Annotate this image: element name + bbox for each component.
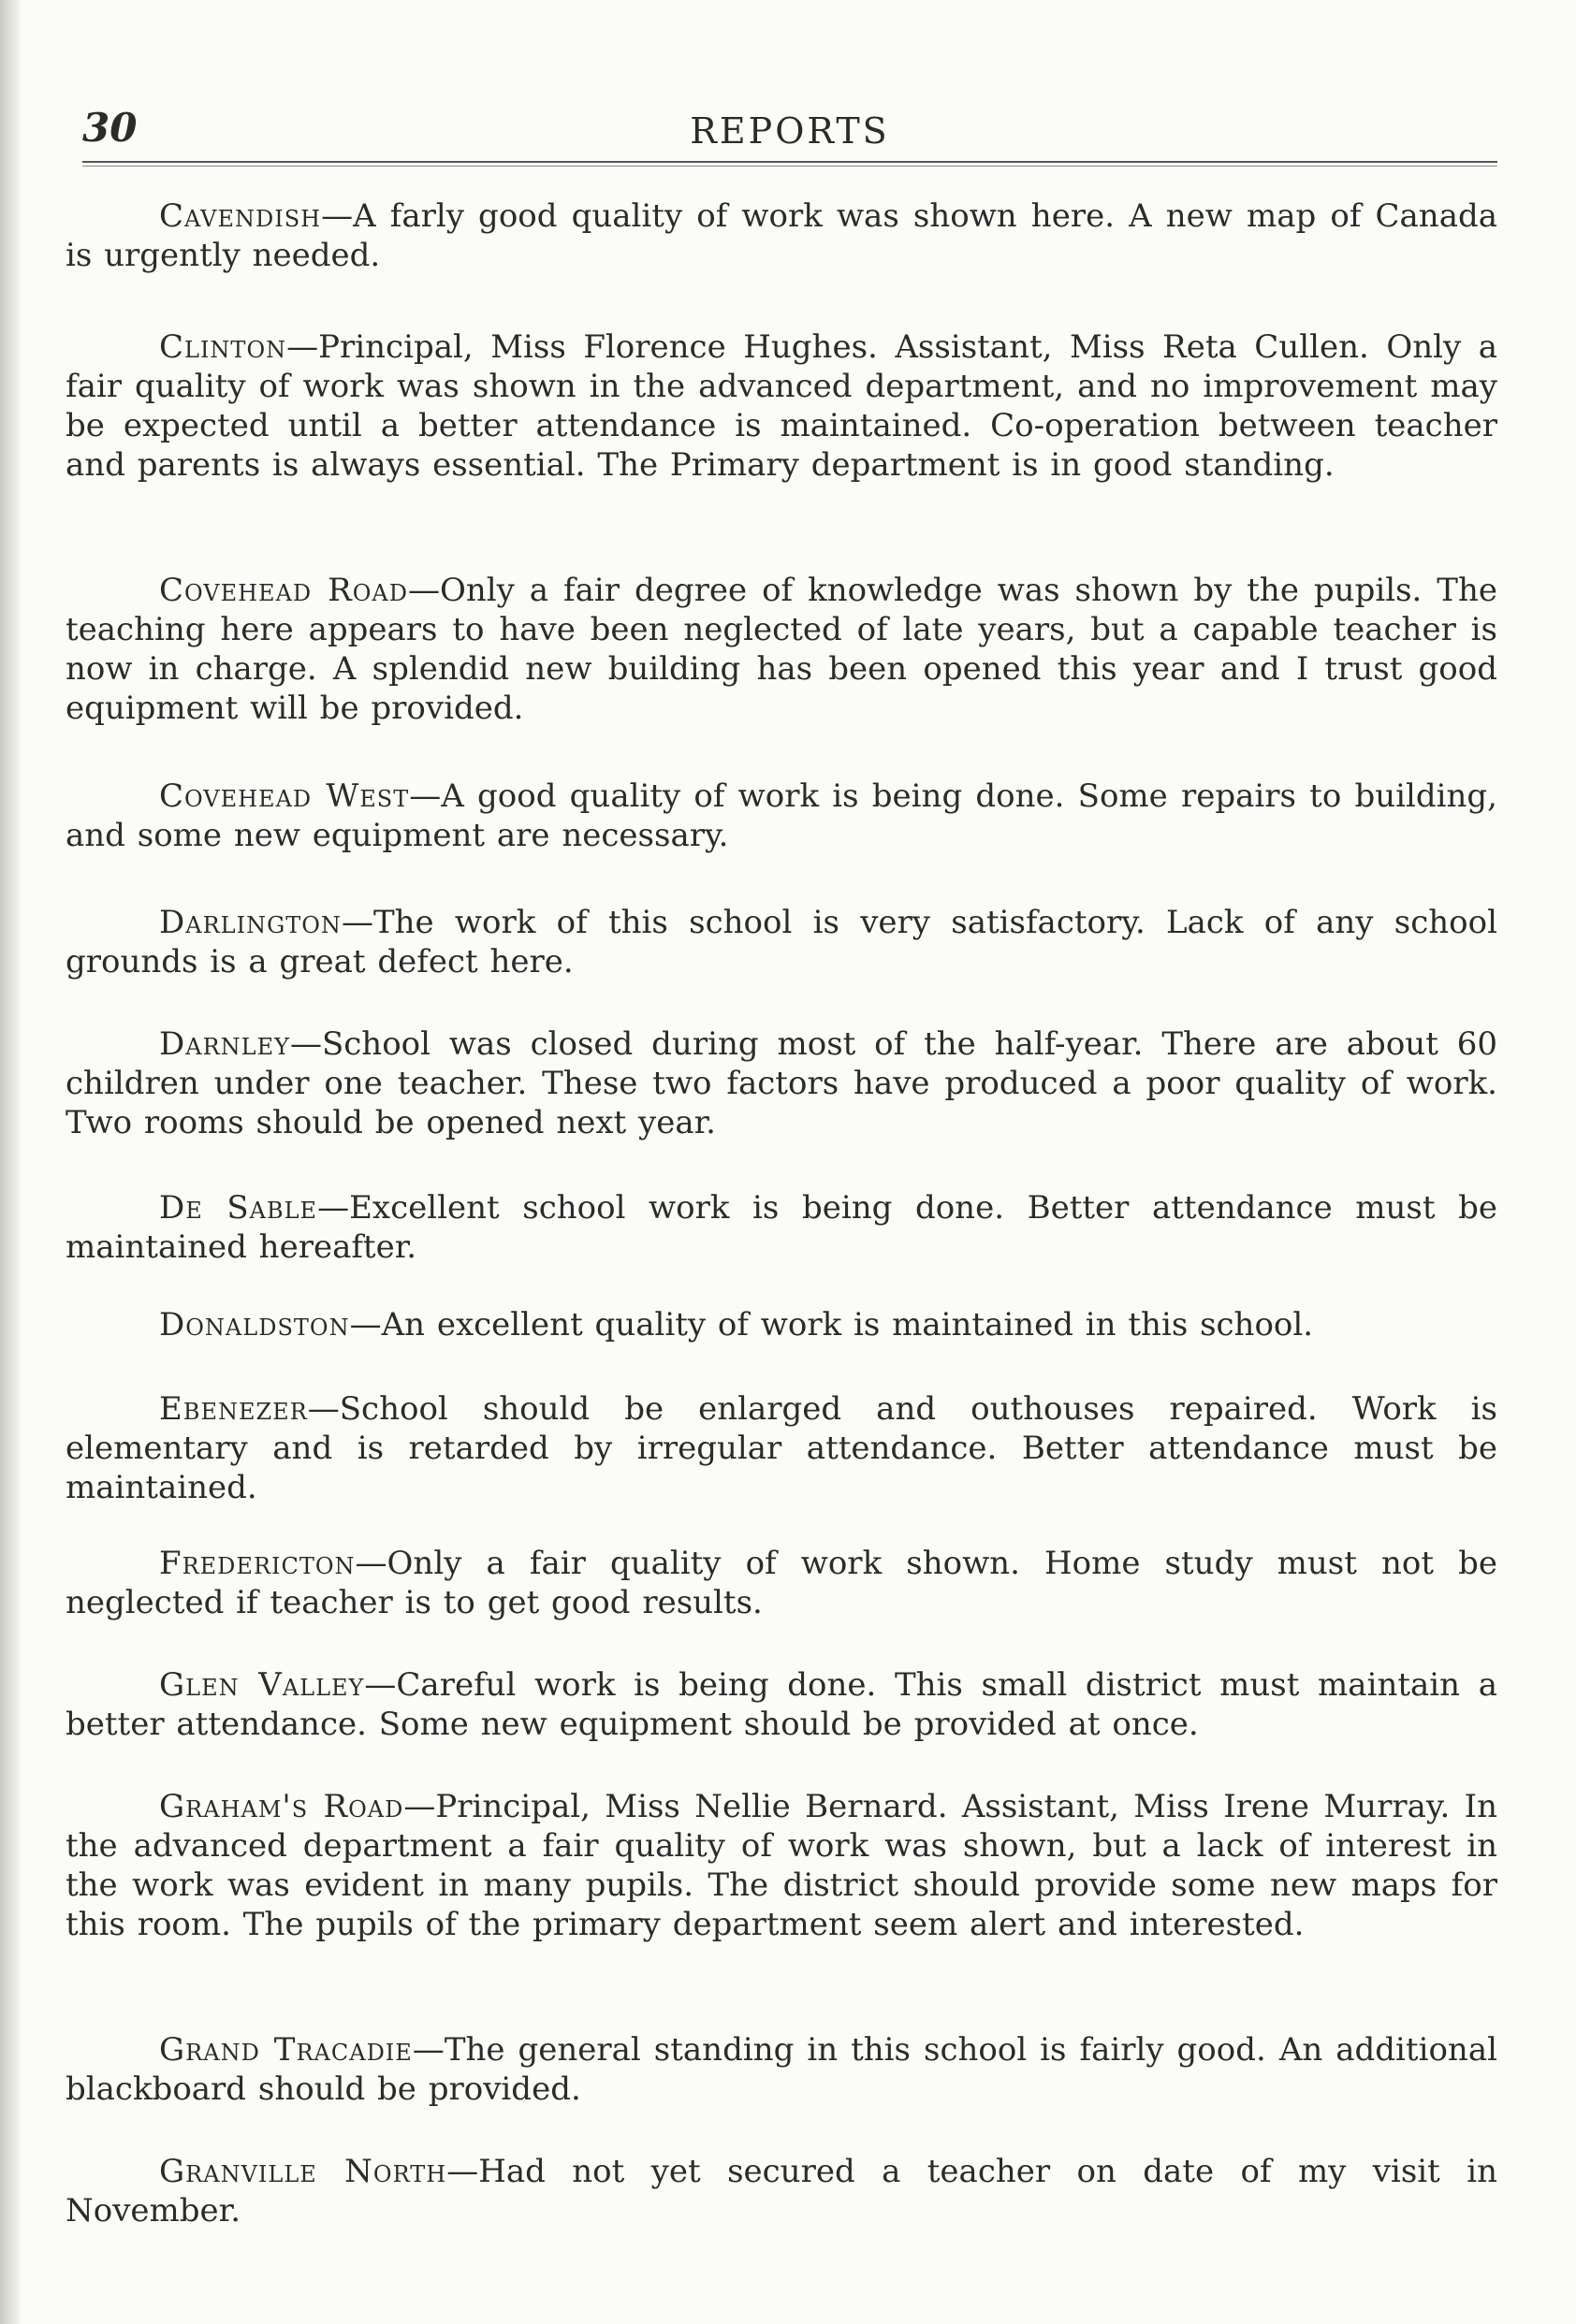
report-text: —The work of this school is very satisfactory. Lack of any school grounds is a great defect here. — [66, 904, 1497, 980]
report-entry-covehead-west — [66, 777, 1497, 855]
report-entry-darlington — [66, 903, 1497, 981]
school-name: Granville North — [159, 2153, 447, 2190]
report-entry-darnley — [66, 1024, 1497, 1142]
report-entry-clinton — [66, 327, 1497, 485]
school-name: Ebenezer — [159, 1390, 308, 1428]
report-entry-glen-valley — [66, 1665, 1497, 1744]
header-rule — [82, 161, 1497, 167]
school-name: Covehead West — [159, 777, 410, 815]
report-text: —Principal, Miss Nellie Bernard. Assistant, Miss Irene Murray. In the advanced department a fair quality of work was shown, but a lack of interest in the work was evident in many pupils. The district should provide some new maps for this room. The pupils of the primary department seem alert and interested. — [66, 1788, 1498, 1943]
report-text: —School was closed during most of the half-year. There are about 60 children under one teacher. These two factors have produced a poor quality of work. Two rooms should be opened next year. — [66, 1025, 1497, 1141]
report-entry-granville-north — [66, 2152, 1497, 2230]
report-text: —Excellent school work is being done. Better attendance must be maintained hereafter. — [66, 1189, 1497, 1266]
school-name: Glen Valley — [159, 1666, 365, 1704]
school-name: Darlington — [159, 904, 342, 941]
report-entry-grahams-road — [66, 1787, 1497, 1944]
report-text: —School should be enlarged and outhouses repaired. Work is elementary and is retarded by irregular attendance. Better attendance must be maintained. — [66, 1390, 1497, 1506]
school-name: Cavendish — [159, 197, 322, 235]
report-entry-grand-tracadie — [66, 2030, 1497, 2109]
school-name: Graham's Road — [159, 1788, 404, 1825]
school-name: Grand Tracadie — [159, 2031, 413, 2069]
school-name: Covehead Road — [159, 572, 408, 609]
report-text: —A good quality of work is being done. Some repairs to building, and some new equipment are necessary. — [66, 777, 1497, 854]
report-entry-fredericton — [66, 1544, 1497, 1622]
report-text: —A farly good quality of work was shown here. A new map of Canada is urgently needed. — [66, 197, 1497, 274]
report-text: —Careful work is being done. This small district must maintain a better attendance. Some new equipment should be provided at once. — [66, 1666, 1497, 1743]
report-text: —Had not yet secured a teacher on date of my visit in November. — [66, 2153, 1498, 2230]
report-entry-covehead-road — [66, 571, 1497, 728]
report-text: —Only a fair quality of work shown. Home study must not be neglected if teacher is to get good results. — [66, 1545, 1497, 1621]
report-text: —The general standing in this school is fairly good. An additional blackboard should be provided. — [66, 2031, 1497, 2108]
school-name: Donaldston — [159, 1306, 350, 1344]
school-name: Darnley — [159, 1025, 290, 1063]
running-title: REPORTS — [690, 110, 890, 152]
page-header — [82, 101, 1497, 176]
report-entry-cavendish — [66, 196, 1497, 275]
report-entry-de-sable — [66, 1188, 1497, 1267]
school-name: Clinton — [159, 328, 287, 366]
report-text: —Principal, Miss Florence Hughes. Assistant, Miss Reta Cullen. Only a fair quality of work was shown in the advanced department, and no improvement may be expected until a better attendance is maintained. Co-operation between teacher and parents is always essential. The Primary department is in good standing. — [66, 328, 1497, 484]
report-entry-ebenezer — [66, 1389, 1497, 1507]
school-name: De Sable — [159, 1189, 318, 1227]
report-entry-donaldston — [66, 1305, 1497, 1344]
scan-edge — [0, 0, 21, 2324]
page-number: 30 — [82, 105, 138, 151]
report-text: —An excellent quality of work is maintained in this school. — [349, 1306, 1314, 1344]
school-name: Fredericton — [159, 1545, 356, 1582]
report-text: —Only a fair degree of knowledge was shown by the pupils. The teaching here appears to have been neglected of late years, but a capable teacher is now in charge. A splendid new building has been opened this year and I trust good equipment will be provided. — [66, 572, 1497, 727]
